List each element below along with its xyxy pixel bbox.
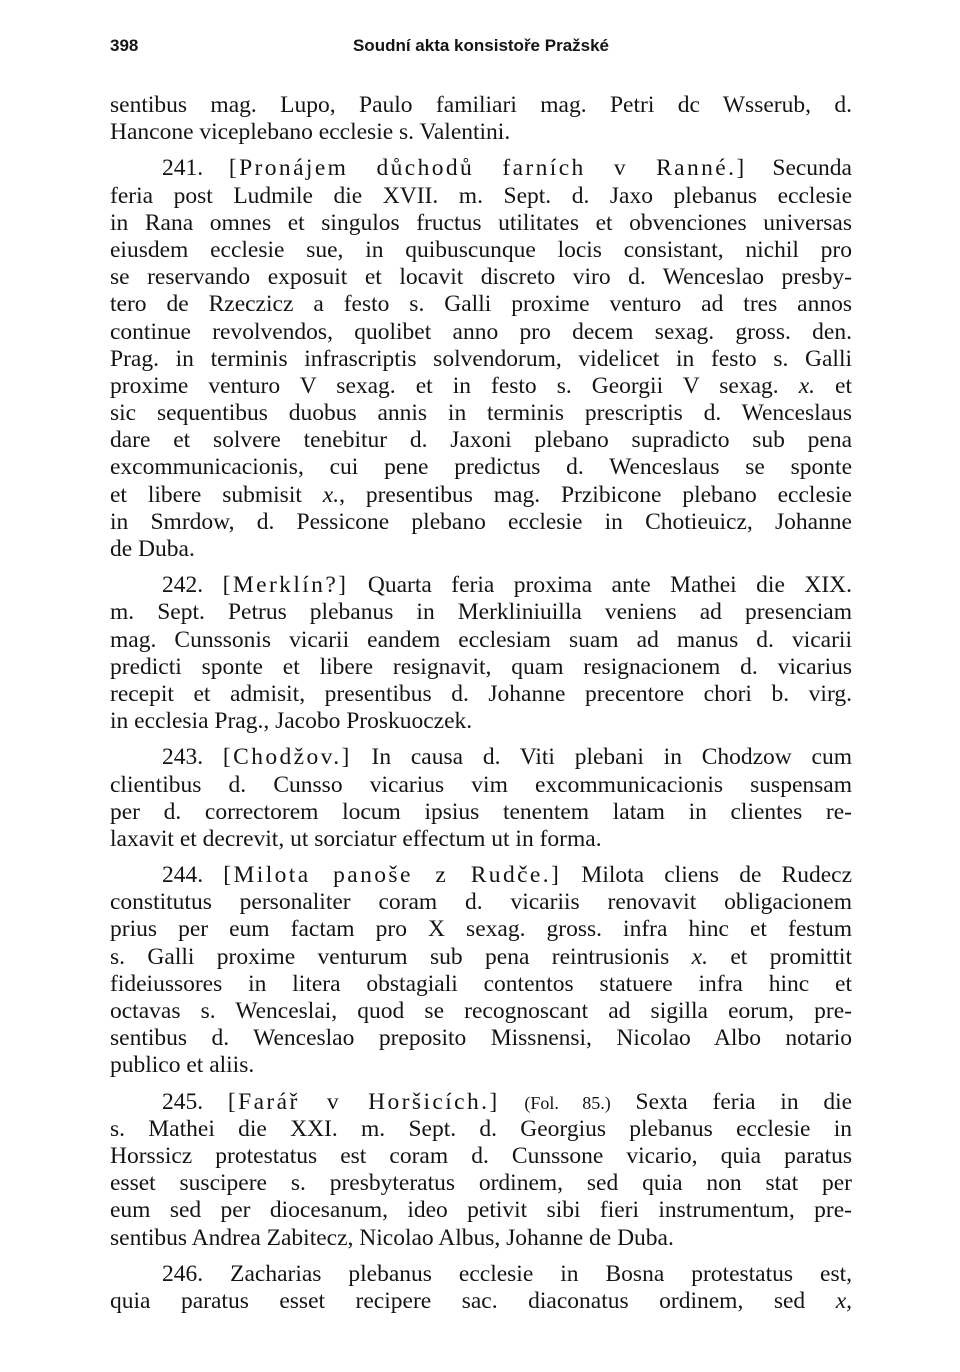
text-run — [500, 1089, 525, 1115]
text-run: eiusdem ecclesie sue, in quibuscunque locis consistant, nichil pro — [110, 236, 852, 263]
text-run: prius per eum factam pro X sexag. gross. infra hinc et festum — [110, 916, 852, 943]
text-run: se reservando exposuit et locavit discreto viro d. Wenceslao presby- — [110, 264, 852, 291]
text-line — [110, 509, 852, 536]
text-line — [110, 681, 852, 708]
text-line — [110, 346, 852, 373]
text-line — [110, 572, 852, 599]
text-run: in Smrdow, d. Pessicone plebano ecclesie in Chotieuicz, Johanne — [110, 508, 852, 535]
text-line — [110, 237, 852, 264]
text-run: 246. Zacharias plebanus ecclesie in Bosna protestatus est, — [162, 1260, 852, 1287]
text-run: 245. — [162, 1088, 228, 1115]
text-run: esset suscipere s. presbyteratus ordinem, sed quia non stat per — [110, 1170, 852, 1197]
text-run: Secunda — [746, 155, 852, 182]
text-line — [110, 1261, 852, 1288]
text-run: Hancone viceplebano ecclesie s. Valentini. — [110, 119, 511, 146]
text-line — [110, 92, 852, 119]
text-run: in Rana omnes et singulos fructus utilitates et obvenciones universas — [110, 209, 852, 236]
text-line — [110, 427, 852, 454]
text-run: proxime venturo V sexag. et in festo s. Georgii V sexag. — [110, 372, 799, 399]
text-run: Milota cliens de Rudecz — [561, 862, 852, 889]
text-line — [110, 1116, 852, 1143]
text-line — [110, 998, 852, 1025]
text-run: per d. correctorem locum ipsius tenentem latam in clientes re- — [110, 798, 852, 825]
text-line — [110, 772, 852, 799]
text-line — [110, 183, 852, 210]
text-line — [110, 971, 852, 998]
text-run: clientibus d. Cunsso vicarius vim excommunicacionis suspensam — [110, 771, 852, 798]
text-run: x. — [691, 943, 708, 970]
page-number: 398 — [110, 36, 139, 55]
text-line — [110, 536, 852, 563]
text-line — [110, 155, 852, 182]
text-line — [110, 1089, 852, 1116]
text-run: Sexta feria in die — [610, 1088, 852, 1115]
text-line — [110, 1170, 852, 1197]
text-line — [110, 744, 852, 771]
text-line — [110, 708, 852, 735]
text-run: recepit et admisit, presentibus d. Johanne precentore chori b. virg. — [110, 680, 852, 707]
text-run: mag. Cunssonis vicarii eandem ecclesiam suam ad manus d. vicarii — [110, 626, 852, 653]
text-line — [110, 627, 852, 654]
text-run: m. Sept. Petrus plebanus in Merkliniuilla veniens ad presenciam — [110, 599, 852, 626]
text-run: x, — [835, 1287, 852, 1314]
text-line — [110, 400, 852, 427]
text-line — [110, 1025, 852, 1052]
text-line — [110, 264, 852, 291]
text-run: sentibus mag. Lupo, Paulo familiari mag. Petri dc Wsserub, d. — [110, 92, 852, 118]
text-run: octavas s. Wenceslai, quod se recognoscant ad sigilla eorum, pre- — [110, 998, 852, 1024]
text-run: et libere submisit — [110, 481, 323, 508]
text-run: et promittit — [707, 943, 852, 970]
text-run: predicti sponte et libere resignavit, quam resignacionem d. vicarius — [110, 653, 852, 680]
text-line — [110, 1225, 852, 1252]
text-run: sentibus Andrea Zabitecz, Nicolao Albus, Johanne de Duba. — [110, 1224, 674, 1251]
text-line — [110, 291, 852, 318]
text-line — [110, 916, 852, 943]
text-run: de Duba. — [110, 536, 195, 562]
text-line — [110, 826, 852, 853]
text-line — [110, 799, 852, 826]
text-run: dare et solvere tenebitur d. Jaxoni plebano supradicto sub pena — [110, 427, 852, 454]
entry-heading: [Milota panoše z Rudče.] — [223, 862, 562, 889]
text-run: 241. — [162, 155, 229, 182]
text-line — [110, 862, 852, 889]
text-line — [110, 210, 852, 237]
document-body — [110, 92, 852, 1315]
text-run: et — [815, 372, 852, 399]
text-run: tero de Rzeczicz a festo s. Galli proxime venturo ad tres annos — [110, 291, 852, 318]
text-line — [110, 482, 852, 509]
text-run: x. — [322, 481, 340, 508]
text-run: fideiussores in litera obstagiali contentos statuere infra hinc et — [110, 970, 852, 997]
text-run: constitutus personaliter coram d. vicariis renovavit obligacionem — [110, 889, 852, 916]
text-line — [110, 1288, 852, 1315]
text-run: s. Galli proxime venturum sub pena reintrusionis — [110, 943, 692, 970]
text-line — [110, 944, 852, 971]
entry-heading: [Pronájem důchodů farních v Ranné.] — [228, 155, 747, 182]
text-run: 242. — [162, 572, 223, 599]
text-line — [110, 1052, 852, 1079]
text-run: , presentibus mag. Przibicone plebano ecclesie — [339, 481, 852, 508]
text-run: In causa d. Viti plebani in Chodzow cum — [351, 744, 852, 771]
text-line — [110, 319, 852, 346]
text-line — [110, 1197, 852, 1224]
page-header — [110, 36, 852, 64]
text-run: Prag. in terminis infrascriptis solvendorum, videlicet in festo s. Galli — [110, 345, 852, 372]
text-line — [110, 889, 852, 916]
entry-heading: [Chodžov.] — [222, 744, 352, 771]
text-run: feria post Ludmile die XVII. m. Sept. d. Jaxo plebanus ecclesie — [110, 182, 852, 209]
text-run: sic sequentibus duobus annis in terminis prescriptis d. Wenceslaus — [110, 400, 852, 427]
text-line — [110, 1143, 852, 1170]
text-run: quia paratus esset recipere sac. diaconatus ordinem, sed — [110, 1287, 836, 1314]
text-run: s. Mathei die XXI. m. Sept. d. Georgius plebanus ecclesie in — [110, 1115, 852, 1142]
text-run: in ecclesia Prag., Jacobo Proskuoczek. — [110, 708, 473, 735]
entry-heading: [Merklín?] — [222, 572, 349, 599]
text-run: 243. — [162, 744, 223, 771]
text-run: 244. — [162, 862, 224, 889]
text-run: x. — [798, 372, 816, 399]
text-run: eum sed per diocesanum, ideo petivit sibi fieri instrumentum, pre- — [110, 1197, 852, 1224]
text-line — [110, 654, 852, 681]
text-line — [110, 454, 852, 481]
text-run: publico et aliis. — [110, 1052, 255, 1079]
text-run: excommunicacionis, cui pene predictus d. Wenceslaus se sponte — [110, 454, 852, 481]
entry-heading: [Farář v Horšicích.] — [227, 1088, 500, 1115]
text-line — [110, 599, 852, 626]
running-title: Soudní akta konsistoře Pražské — [352, 36, 610, 55]
text-run: Quarta feria proxima ante Mathei die XIX. — [348, 572, 852, 599]
text-run: laxavit et decrevit, ut sorciatur effectum ut in forma. — [110, 825, 602, 852]
folio-reference: (Fol. 85.) — [524, 1092, 611, 1113]
text-run: Horssicz protestatus est coram d. Cunssone vicario, quia paratus — [110, 1142, 852, 1169]
text-line — [110, 119, 852, 146]
text-line — [110, 373, 852, 400]
text-run: sentibus d. Wenceslao preposito Missnensi, Nicolao Albo notario — [110, 1025, 852, 1052]
text-run: continue revolvendos, quolibet anno pro decem sexag. gross. den. — [110, 318, 852, 345]
